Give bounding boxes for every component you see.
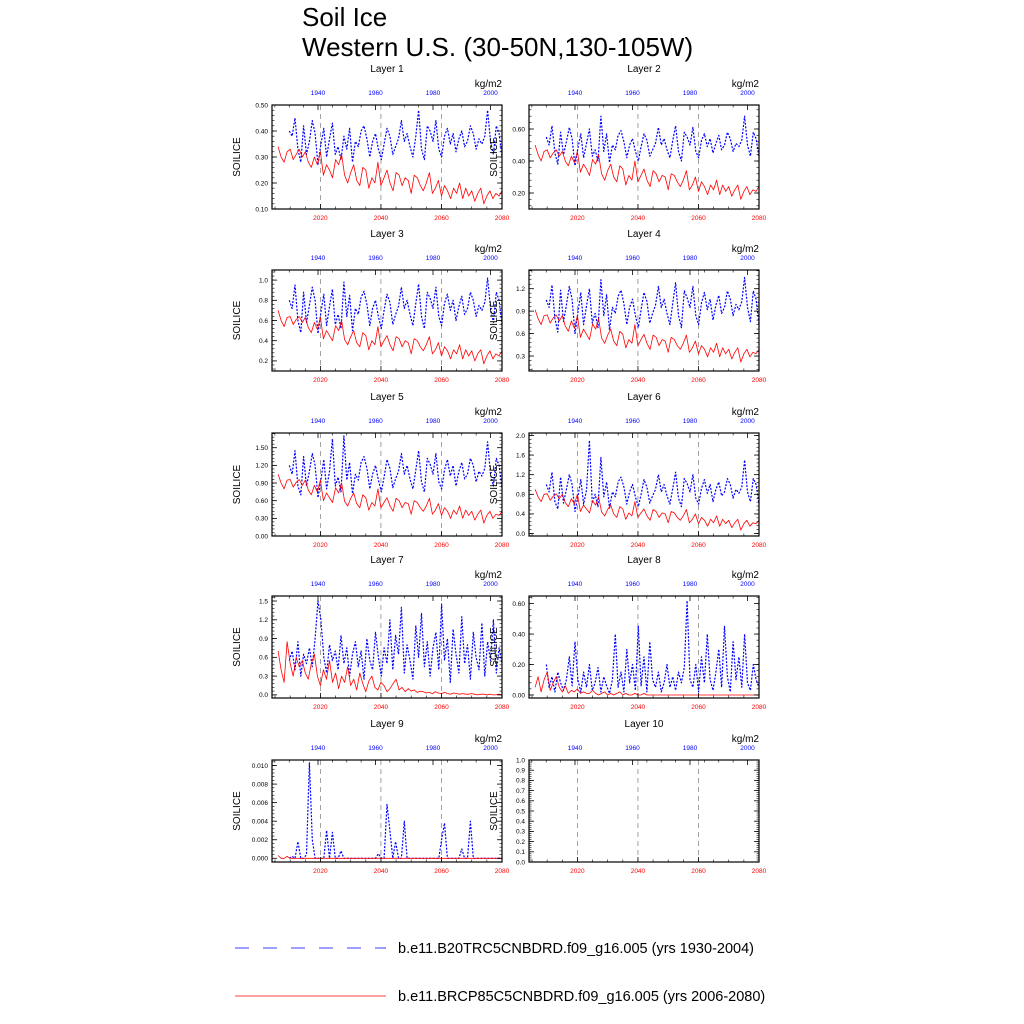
y-tick-label: 0.4 — [258, 338, 268, 345]
units-label: kg/m2 — [731, 407, 759, 418]
y-tick-label: 0.8 — [515, 777, 525, 785]
y-tick-label: 0.90 — [255, 480, 268, 488]
y-tick-label: 0.20 — [512, 661, 525, 669]
units-label: kg/m2 — [731, 244, 759, 255]
panel-layer-6 — [489, 392, 767, 549]
x-top-tick-label: 1980 — [425, 745, 441, 752]
x-bottom-tick-label: 2040 — [373, 215, 389, 222]
y-tick-label: 0.2 — [515, 838, 525, 846]
y-tick-label: 0.6 — [515, 330, 525, 338]
x-top-tick-label: 1980 — [425, 90, 441, 97]
x-top-tick-label: 2000 — [740, 581, 755, 588]
x-bottom-tick-label: 2080 — [494, 542, 510, 549]
units-label: kg/m2 — [731, 570, 759, 581]
series-line-historical — [546, 601, 759, 694]
x-bottom-tick-label: 2040 — [630, 868, 646, 875]
x-bottom-tick-label: 2020 — [570, 215, 585, 222]
y-tick-label: 0.004 — [251, 818, 268, 826]
x-top-tick-label: 1940 — [310, 90, 326, 97]
x-top-tick-label: 1980 — [682, 90, 698, 97]
x-bottom-tick-label: 2060 — [434, 704, 449, 711]
plot-frame — [272, 596, 502, 698]
y-tick-label: 0.6 — [258, 654, 268, 662]
panel-layer-8 — [489, 555, 767, 711]
x-bottom-tick-label: 2080 — [494, 215, 510, 222]
y-tick-label: 0.40 — [255, 128, 268, 136]
y-tick-label: 0.60 — [512, 126, 525, 134]
panel-layer-5 — [232, 392, 510, 549]
y-tick-label: 0.40 — [512, 158, 525, 166]
series-line-rcp85 — [278, 147, 502, 204]
x-bottom-tick-label: 2080 — [751, 868, 767, 875]
units-label: kg/m2 — [474, 244, 502, 255]
x-top-tick-label: 1960 — [625, 255, 640, 262]
panel-title: Layer 10 — [624, 719, 664, 730]
y-tick-label: 0.10 — [255, 206, 268, 214]
x-bottom-tick-label: 2080 — [751, 377, 767, 384]
x-top-tick-label: 2000 — [483, 255, 498, 262]
y-tick-label: 0.20 — [255, 180, 268, 188]
y-tick-label: 0.4 — [515, 511, 525, 519]
panel-title: Layer 7 — [370, 555, 404, 566]
x-bottom-tick-label: 2020 — [313, 377, 328, 384]
x-top-tick-label: 2000 — [740, 255, 755, 262]
x-bottom-tick-label: 2040 — [630, 215, 646, 222]
y-tick-label: 0.008 — [251, 781, 268, 789]
x-bottom-tick-label: 2040 — [373, 704, 389, 711]
x-top-tick-label: 2000 — [483, 418, 498, 425]
panel-title: Layer 8 — [627, 555, 661, 566]
y-axis-label: SOILICE — [489, 464, 500, 505]
x-bottom-tick-label: 2020 — [570, 704, 585, 711]
x-bottom-tick-label: 2020 — [313, 868, 328, 875]
y-tick-label: 0.40 — [512, 631, 525, 639]
panel-title: Layer 3 — [370, 229, 404, 240]
series-line-rcp85 — [278, 310, 502, 364]
y-axis-label: SOILICE — [489, 791, 500, 831]
x-bottom-tick-label: 2080 — [494, 377, 510, 384]
x-bottom-tick-label: 2020 — [570, 377, 585, 384]
x-bottom-tick-label: 2080 — [751, 704, 767, 711]
series-line-rcp85 — [535, 489, 759, 530]
panel-layer-3 — [232, 229, 510, 384]
x-top-tick-label: 1940 — [567, 418, 583, 425]
x-bottom-tick-label: 2020 — [313, 704, 328, 711]
x-bottom-tick-label: 2060 — [434, 868, 449, 875]
x-top-tick-label: 1940 — [310, 255, 326, 262]
x-top-tick-label: 1940 — [567, 255, 583, 262]
x-top-tick-label: 2000 — [740, 90, 755, 97]
y-axis-label: SOILICE — [232, 137, 243, 177]
panel-title: Layer 1 — [370, 64, 404, 75]
y-tick-label: 1.0 — [515, 757, 525, 765]
x-top-tick-label: 2000 — [740, 745, 755, 752]
y-axis-label: SOILICE — [232, 300, 243, 341]
series-line-rcp85 — [535, 310, 759, 362]
chart-title: Soil Ice — [302, 2, 388, 32]
y-tick-label: 0.0 — [515, 859, 525, 867]
x-top-tick-label: 1960 — [368, 581, 383, 588]
x-bottom-tick-label: 2080 — [751, 215, 767, 222]
y-tick-label: 1.0 — [258, 277, 268, 285]
y-tick-label: 0.5 — [515, 808, 525, 816]
y-tick-label: 0.3 — [515, 828, 525, 836]
x-top-tick-label: 1960 — [625, 418, 640, 425]
x-top-tick-label: 1980 — [682, 581, 698, 588]
y-axis-label: SOILICE — [232, 627, 243, 667]
y-tick-label: 0.3 — [258, 673, 268, 681]
y-axis-label: SOILICE — [489, 137, 500, 177]
plot-frame — [529, 596, 759, 698]
panel-layer-4 — [489, 229, 767, 384]
x-bottom-tick-label: 2040 — [630, 704, 646, 711]
x-bottom-tick-label: 2060 — [434, 542, 449, 549]
panel-layer-7 — [232, 555, 510, 711]
x-top-tick-label: 1960 — [625, 90, 640, 97]
y-tick-label: 0.000 — [251, 855, 268, 863]
units-label: kg/m2 — [731, 79, 759, 90]
y-axis-label: SOILICE — [232, 464, 243, 505]
y-tick-label: 0.9 — [515, 308, 525, 316]
y-tick-label: 0.7 — [515, 787, 525, 795]
x-bottom-tick-label: 2060 — [691, 704, 706, 711]
panel-layer-1 — [232, 64, 510, 222]
series-line-rcp85 — [278, 642, 502, 695]
x-top-tick-label: 1940 — [310, 581, 326, 588]
units-label: kg/m2 — [474, 570, 502, 581]
legend — [235, 941, 765, 1005]
panel-title: Layer 5 — [370, 392, 404, 403]
y-tick-label: 0.6 — [258, 317, 268, 325]
x-top-tick-label: 2000 — [483, 90, 498, 97]
x-top-tick-label: 1940 — [567, 745, 583, 752]
y-tick-label: 0.3 — [515, 353, 525, 361]
panel-title: Layer 2 — [627, 64, 661, 75]
x-bottom-tick-label: 2040 — [373, 377, 389, 384]
y-tick-label: 2.0 — [515, 432, 525, 440]
x-bottom-tick-label: 2040 — [373, 542, 389, 549]
x-bottom-tick-label: 2020 — [313, 215, 328, 222]
y-tick-label: 0.20 — [512, 190, 525, 198]
y-tick-label: 1.2 — [515, 471, 525, 479]
x-top-tick-label: 1940 — [567, 90, 583, 97]
x-top-tick-label: 1960 — [368, 745, 383, 752]
series-line-rcp85 — [278, 856, 502, 859]
series-line-historical — [289, 601, 502, 682]
y-axis-label: SOILICE — [489, 300, 500, 341]
x-bottom-tick-label: 2060 — [434, 215, 449, 222]
y-tick-label: 1.5 — [258, 598, 268, 606]
x-top-tick-label: 1960 — [625, 745, 640, 752]
panel-layer-2 — [489, 64, 767, 222]
plot-frame — [529, 760, 759, 862]
y-tick-label: 0.002 — [251, 837, 268, 845]
x-top-tick-label: 1940 — [310, 745, 326, 752]
x-top-tick-label: 1940 — [567, 581, 583, 588]
y-tick-label: 0.0 — [515, 530, 525, 538]
x-top-tick-label: 2000 — [740, 418, 755, 425]
panel-layer-9 — [232, 719, 510, 875]
x-bottom-tick-label: 2040 — [630, 542, 646, 549]
x-bottom-tick-label: 2060 — [434, 377, 449, 384]
y-tick-label: 0.60 — [512, 600, 525, 608]
y-tick-label: 0.50 — [255, 102, 268, 110]
x-top-tick-label: 1960 — [625, 581, 640, 588]
x-top-tick-label: 1980 — [682, 418, 698, 425]
x-top-tick-label: 1940 — [310, 418, 326, 425]
x-bottom-tick-label: 2060 — [691, 542, 706, 549]
x-bottom-tick-label: 2080 — [494, 704, 510, 711]
x-bottom-tick-label: 2020 — [313, 542, 328, 549]
legend-label: b.e11.B20TRC5CNBDRD.f09_g16.005 (yrs 1930-2004) — [398, 941, 754, 957]
units-label: kg/m2 — [474, 407, 502, 418]
chart-subtitle: Western U.S. (30-50N,130-105W) — [302, 32, 694, 62]
panel-title: Layer 9 — [370, 719, 404, 730]
x-top-tick-label: 1980 — [425, 581, 441, 588]
x-bottom-tick-label: 2060 — [691, 215, 706, 222]
y-tick-label: 0.2 — [258, 358, 268, 366]
y-tick-label: 0.00 — [255, 533, 268, 541]
y-tick-label: 0.9 — [258, 635, 268, 643]
series-line-rcp85 — [278, 474, 502, 523]
x-top-tick-label: 1960 — [368, 90, 383, 97]
x-bottom-tick-label: 2020 — [570, 868, 585, 875]
x-bottom-tick-label: 2040 — [373, 868, 389, 875]
x-bottom-tick-label: 2080 — [494, 868, 510, 875]
y-tick-label: 0.30 — [255, 154, 268, 162]
y-tick-label: 0.006 — [251, 799, 268, 807]
series-line-historical — [289, 436, 502, 498]
units-label: kg/m2 — [731, 734, 759, 745]
series-line-historical — [289, 763, 502, 859]
y-axis-label: SOILICE — [489, 627, 500, 667]
y-tick-label: 0.8 — [258, 297, 268, 305]
y-tick-label: 0.1 — [515, 849, 525, 857]
y-tick-label: 0.60 — [255, 497, 268, 505]
y-tick-label: 0.4 — [515, 818, 525, 826]
x-top-tick-label: 1960 — [368, 418, 383, 425]
units-label: kg/m2 — [474, 79, 502, 90]
x-top-tick-label: 1960 — [368, 255, 383, 262]
y-tick-label: 0.6 — [515, 798, 525, 806]
y-tick-label: 0.010 — [251, 762, 268, 770]
panel-title: Layer 6 — [627, 392, 661, 403]
y-tick-label: 1.20 — [255, 462, 268, 470]
y-axis-label: SOILICE — [232, 791, 243, 831]
series-line-historical — [546, 278, 759, 334]
y-tick-label: 0.00 — [512, 692, 525, 700]
panel-title: Layer 4 — [627, 229, 661, 240]
x-top-tick-label: 1980 — [682, 255, 698, 262]
x-top-tick-label: 2000 — [483, 581, 498, 588]
x-bottom-tick-label: 2020 — [570, 542, 585, 549]
series-line-rcp85 — [535, 145, 759, 199]
x-top-tick-label: 1980 — [682, 745, 698, 752]
x-top-tick-label: 2000 — [483, 745, 498, 752]
y-tick-label: 0.30 — [255, 515, 268, 523]
y-tick-label: 1.2 — [515, 286, 525, 294]
x-top-tick-label: 1980 — [425, 255, 441, 262]
y-tick-label: 0.9 — [515, 767, 525, 775]
x-bottom-tick-label: 2060 — [691, 868, 706, 875]
x-bottom-tick-label: 2080 — [751, 542, 767, 549]
panel-layer-10 — [489, 719, 767, 875]
y-tick-label: 1.50 — [255, 445, 268, 453]
y-tick-label: 0.0 — [258, 692, 268, 700]
units-label: kg/m2 — [474, 734, 502, 745]
plot-frame — [529, 105, 759, 209]
y-tick-label: 0.8 — [515, 491, 525, 499]
x-bottom-tick-label: 2040 — [630, 377, 646, 384]
y-tick-label: 1.6 — [515, 452, 525, 460]
y-tick-label: 1.2 — [258, 617, 268, 625]
x-top-tick-label: 1980 — [425, 418, 441, 425]
x-bottom-tick-label: 2060 — [691, 377, 706, 384]
legend-label: b.e11.BRCP85C5CNBDRD.f09_g16.005 (yrs 2006-2080) — [398, 989, 766, 1005]
plot-frame — [529, 433, 759, 536]
